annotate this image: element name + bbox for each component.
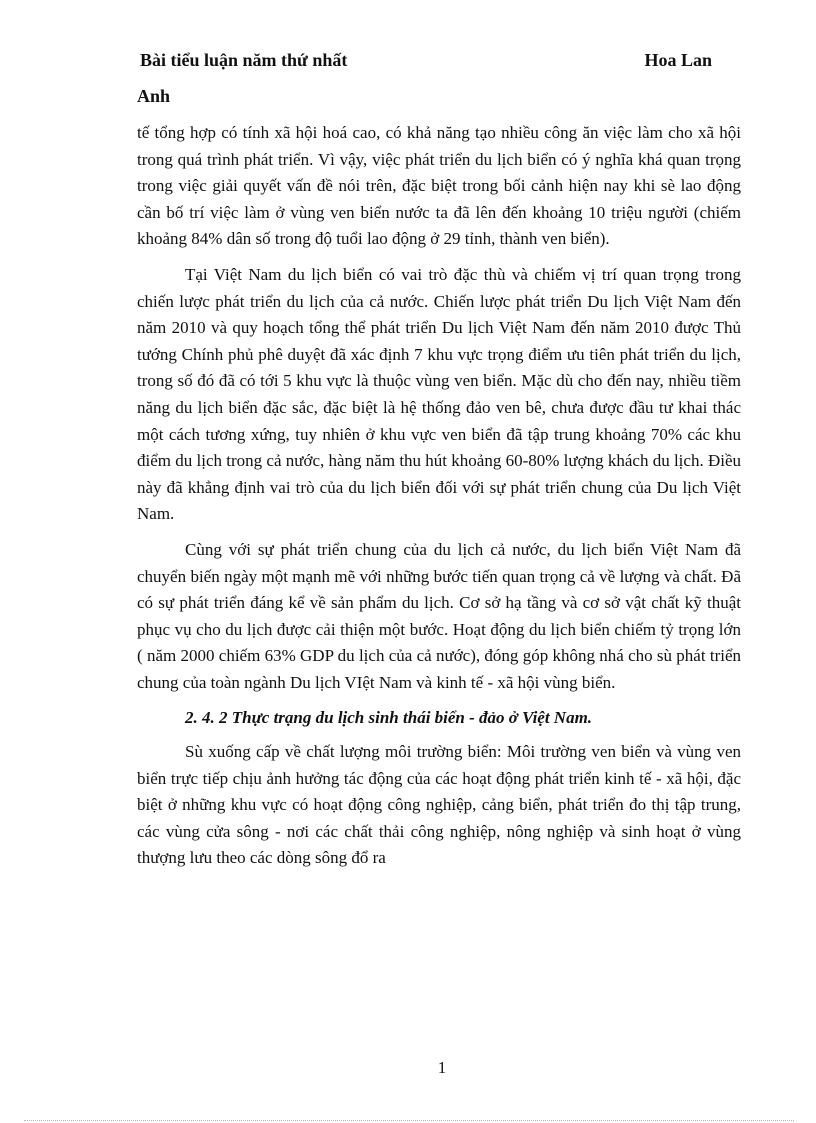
header-author-continuation: Anh <box>137 86 171 106</box>
paragraph-4: Sù xuống cấp về chất lượng môi trường biển: Môi trường ven biển và vùng ven biển trực tiếp chịu ảnh hưởng tác động của các hoạt động phát triển kinh tế - xã hội, đặc biệt ở những khu vực có hoạt động công nghiệp, cảng biển, phát triển đo thị tập trung, các vùng cửa sông - nơi các chất thải công nghiệp, nông nghiệp và sinh hoạt ở vùng thượng lưu theo các dòng sông đổ ra <box>137 742 741 868</box>
document-body <box>137 120 741 881</box>
paragraph-1: tế tổng hợp có tính xã hội hoá cao, có khả năng tạo nhiều công ăn việc làm cho xã hội trong quá trình phát triển. Vì vậy, việc phát triển du lịch biển có ý nghĩa khá quan trọng trong việc giải quyết vấn đề nói trên, đặc biệt trong bối cảnh hiện nay khi sè lao động cần bố trí việc làm ở vùng ven biển nước ta đã lên đến khoảng 10 triệu người (chiếm khoảng 84% dân số trong độ tuổi lao động ở 29 tỉnh, thành ven biển). <box>137 123 741 249</box>
paragraph-3: Cùng với sự phát triển chung của du lịch cả nước, du lịch biển Việt Nam đã chuyển biến ngày một mạnh mẽ với những bước tiến quan trọng cả về lượng và chất. Đã có sự phát triển đáng kể về sản phẩm du lịch. Cơ sở hạ tầng và cơ sở vật chất kỹ thuật phục vụ cho du lịch được cải thiện một bước. Hoạt động du lịch biển chiếm tỷ trọng lớn ( năm 2000 chiếm 63% GDP du lịch của cả nước), đóng góp không nhá cho sù phát triển chung của toàn ngành Du lịch VIệt Nam và kinh tế - xã hội vùng biển. <box>137 539 741 692</box>
paragraph-2: Tại Việt Nam du lịch biển có vai trò đặc thù và chiếm vị trí quan trọng trong chiến lược phát triển du lịch của cả nước. Chiến lược phát triển Du lịch Việt Nam đến năm 2010 và quy hoạch tổng thể phát triển Du lịch Việt Nam đến năm 2010 được Thủ tướng Chính phủ phê duyệt đã xác định 7 khu vực trọng điểm ưu tiên phát triển du lịch, trong số đó đã có tới 5 khu vực là thuộc vùng ven biển. Mặc dù cho đến nay, nhiều tiềm năng du lịch biển đặc sắc, đặc biệt là hệ thống đảo ven bê, chưa được đầu tư khai thác một cách tương xứng, tuy nhiên ở khu vực ven biển đã tập trung khoảng 70% các khu điểm du lịch trong cả nước, hàng năm thu hút khoảng 60-80% lượng khách du lịch. Điều này đã khẳng định vai trò của du lịch biển đối với sự phát triển chung của Du lịch Việt Nam. <box>137 264 741 524</box>
header-title: Bài tiểu luận năm thứ nhất <box>140 50 348 70</box>
page-header <box>140 50 712 74</box>
header-author: Hoa Lan <box>644 50 712 70</box>
page-number: 1 <box>437 1058 447 1077</box>
section-heading: 2. 4. 2 Thực trạng du lịch sinh thái biển - đảo ở Việt Nam. <box>185 708 593 728</box>
page-bottom-divider <box>24 1120 794 1121</box>
